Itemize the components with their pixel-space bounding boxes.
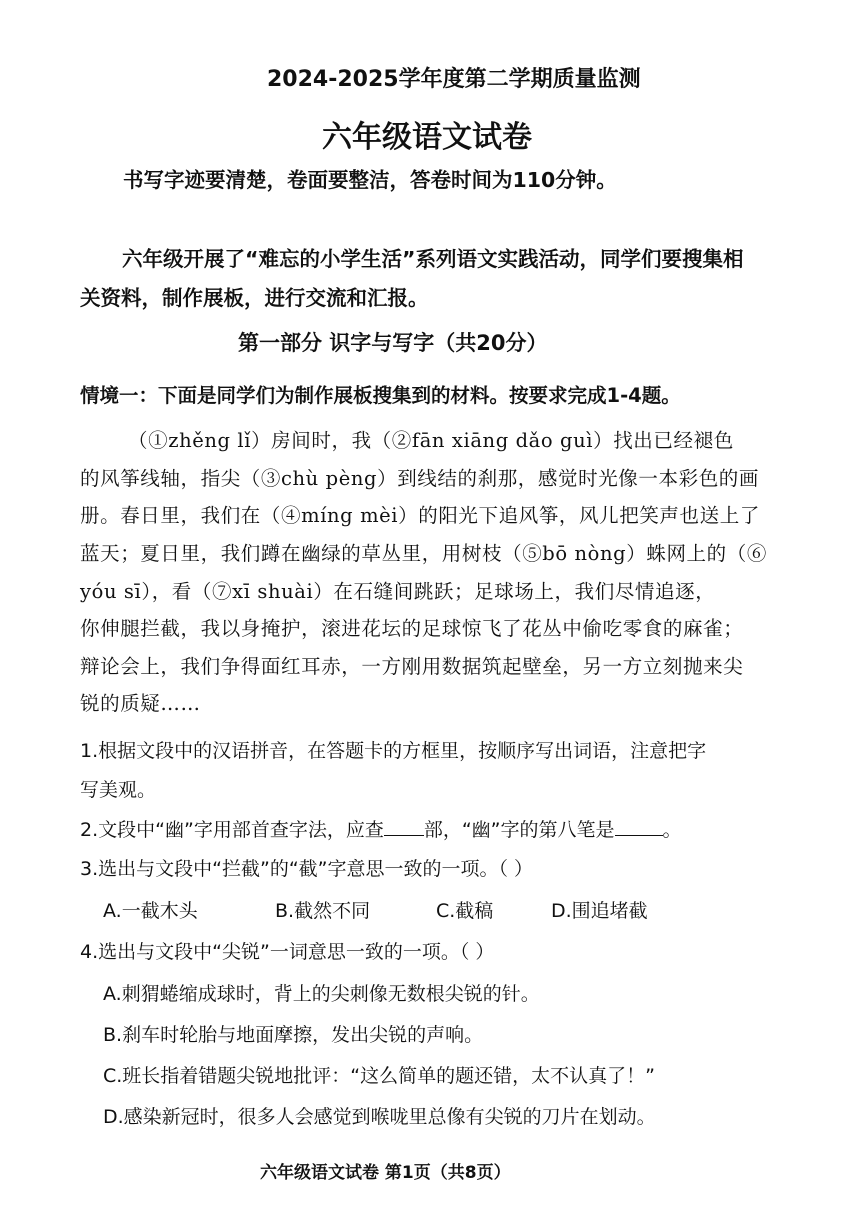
exam-instructions: 书写字迹要清楚，卷面要整洁，答卷时间为110分钟。	[123, 168, 617, 192]
passage-line: 蓝天；夏日里，我们蹲在幽绿的草丛里，用树枝（⑤bō nòng）蛛网上的（⑥	[80, 542, 767, 565]
question-2-text-a: 2.文段中“幽”字用部首查字法，应查	[80, 819, 384, 841]
question-4-option-c[interactable]: C.班长指着错题尖锐地批评：“这么简单的题还错，太不认真了！”	[103, 1065, 655, 1087]
scenario-instruction: 情境一：下面是同学们为制作展板搜集到的材料。按要求完成1-4题。	[80, 384, 681, 407]
question-1-line-2: 写美观。	[80, 779, 157, 801]
passage-line: 锐的质疑……	[80, 692, 201, 715]
answer-blank-radical[interactable]	[384, 834, 424, 836]
page-footer: 六年级语文试卷 第1页（共8页）	[260, 1163, 511, 1183]
section-title: 第一部分 识字与写字（共20分）	[238, 331, 548, 355]
page-title: 六年级语文试卷	[322, 120, 532, 155]
passage-line: 辩论会上，我们争得面红耳赤，一方刚用数据筑起壁垒，另一方立刻抛来尖	[80, 655, 744, 678]
question-2-text-c: 。	[662, 819, 682, 841]
passage-line: 册。春日里，我们在（④míng mèi）的阳光下追风筝，风儿把笑声也送上了	[80, 504, 760, 527]
question-3-option-b[interactable]: B.截然不同	[275, 900, 371, 922]
passage-line: yóu sī），看（⑦xī shuài）在石缝间跳跃；足球场上，我们尽情追逐，	[80, 580, 716, 603]
question-4: 4.选出与文段中“尖锐”一词意思一致的一项。（ ）	[80, 941, 495, 963]
question-4-option-d[interactable]: D.感染新冠时，很多人会感觉到喉咙里总像有尖锐的刀片在划动。	[103, 1106, 656, 1128]
passage-line: 的风筝线轴，指尖（③chù pèng）到线结的刹那，感觉时光像一本彩色的画	[80, 467, 760, 490]
question-3-option-a[interactable]: A.一截木头	[103, 900, 198, 922]
question-1-line-1: 1.根据文段中的汉语拼音，在答题卡的方框里，按顺序写出词语，注意把字	[80, 740, 707, 762]
intro-line-1: 六年级开展了“难忘的小学生活”系列语文实践活动，同学们要搜集相	[122, 247, 744, 271]
intro-line-2: 关资料，制作展板，进行交流和汇报。	[80, 286, 429, 310]
question-3: 3.选出与文段中“拦截”的“截”字意思一致的一项。（ ）	[80, 858, 534, 880]
answer-blank-stroke[interactable]	[615, 834, 663, 836]
question-3-option-d[interactable]: D.围追堵截	[551, 900, 648, 922]
term-heading: 2024-2025学年度第二学期质量监测	[267, 67, 641, 92]
passage-line: 你伸腿拦截，我以身掩护，滚进花坛的足球惊飞了花丛中偷吃零食的麻雀；	[80, 617, 744, 640]
question-3-option-c[interactable]: C.截稿	[436, 900, 494, 922]
question-4-option-a[interactable]: A.刺猬蜷缩成球时，背上的尖刺像无数根尖锐的针。	[103, 983, 540, 1005]
question-2-text-b: 部，“幽”字的第八笔是	[423, 819, 615, 841]
question-2	[80, 815, 682, 842]
passage-line: （①zhěng lǐ）房间时，我（②fān xiāng dǎo guì）找出已经褪色	[128, 429, 734, 452]
question-4-option-b[interactable]: B.刹车时轮胎与地面摩擦，发出尖锐的声响。	[103, 1024, 484, 1046]
